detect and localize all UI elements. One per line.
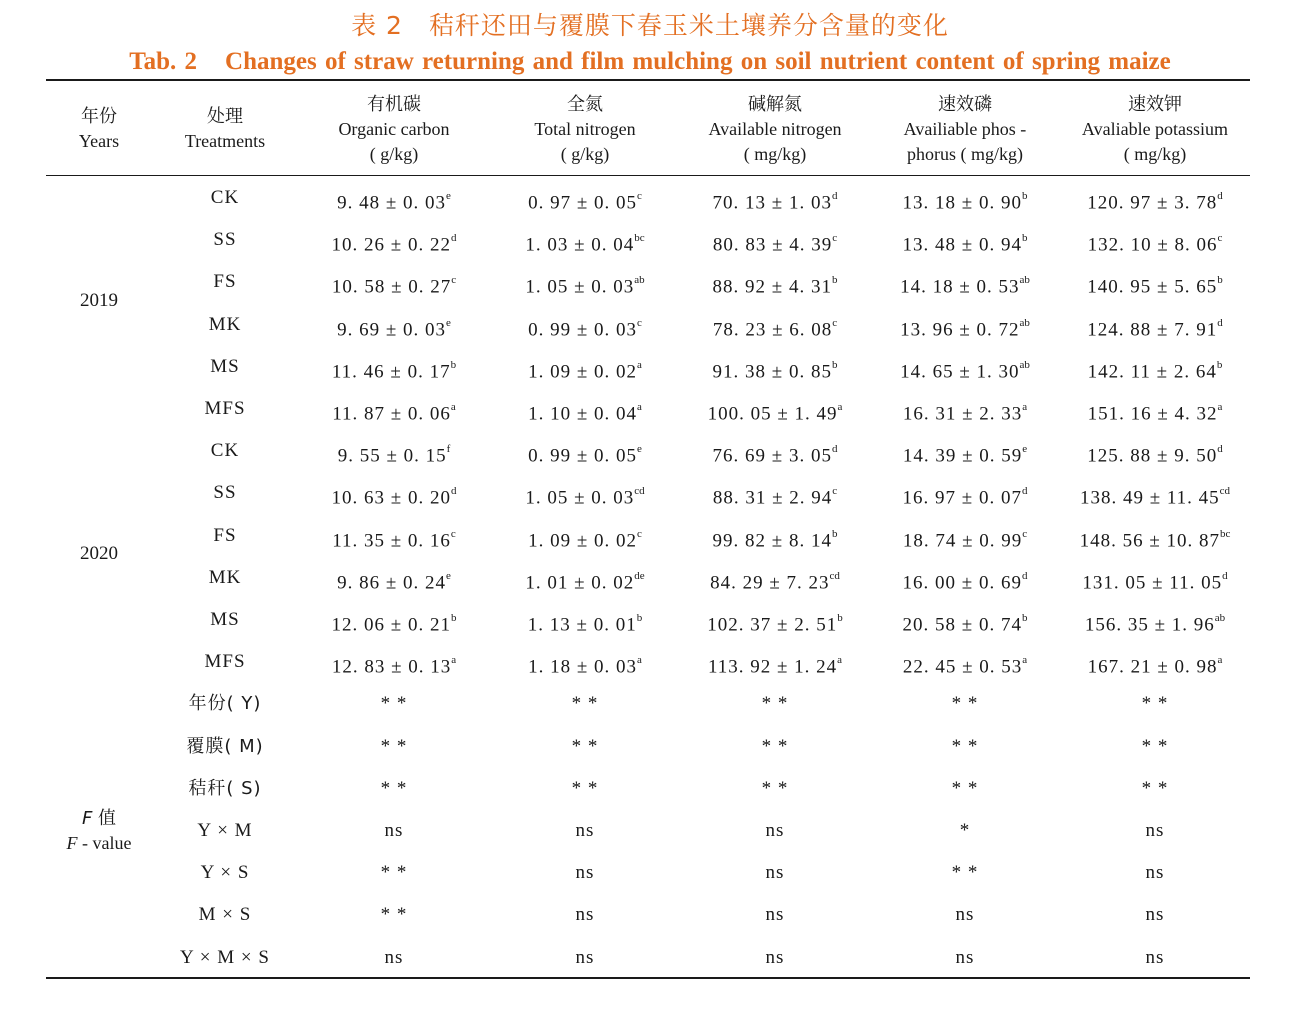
significance-letter: a [451, 654, 457, 666]
factor-cell: 覆膜( M) [186, 736, 264, 757]
mean-sd-value: 78. 23 ± 6. 08 [712, 319, 833, 341]
mean-sd-value: 1. 10 ± 0. 04 [528, 403, 638, 425]
f-italic: F [81, 808, 93, 829]
value-cell-tn [490, 650, 680, 679]
value-cell-tn [490, 481, 680, 510]
significance-letter: d [1217, 317, 1223, 329]
treatment-cell: MFS [204, 651, 246, 672]
mean-sd-value: 1. 09 ± 0. 02 [528, 530, 638, 552]
f-significance-cell: ns [384, 820, 404, 841]
value-cell-tn [490, 566, 680, 595]
treatment-cell: MS [210, 356, 240, 377]
f-significance-cell: ns [1145, 862, 1165, 883]
value-cell-oc [298, 608, 490, 637]
f-significance-cell: * * [380, 736, 408, 757]
header-an-cn: 碱解氮 [748, 94, 802, 115]
header-treatment [152, 104, 298, 154]
mean-sd-value: 14. 39 ± 0. 59 [902, 445, 1023, 467]
mean-sd-value: 91. 38 ± 0. 85 [712, 361, 832, 383]
treatment-cell: CK [210, 187, 240, 208]
value-cell-oc [298, 650, 490, 679]
value-cell-oc [298, 228, 490, 257]
header-treatment-cn: 处理 [207, 106, 243, 127]
mean-sd-value: 20. 58 ± 0. 74 [902, 614, 1022, 636]
value-cell-ak [1060, 186, 1250, 215]
header-year [46, 104, 152, 154]
header-tn-en: Total nitrogen [534, 119, 636, 139]
header-ak-en: Avaliable potassium [1081, 119, 1229, 139]
value-cell-tn [490, 313, 680, 342]
significance-letter: b [837, 612, 843, 624]
significance-letter: c [1217, 232, 1223, 244]
mean-sd-value: 0. 99 ± 0. 03 [528, 319, 638, 341]
value-cell-oc [298, 439, 490, 468]
significance-letter: c [832, 317, 838, 329]
table-bottom-rule [46, 977, 1250, 979]
significance-letter: b [831, 359, 838, 371]
f-significance-cell: ns [765, 904, 785, 925]
value-cell-tn [490, 270, 680, 299]
significance-letter: b [450, 359, 457, 371]
significance-letter: a [637, 359, 642, 371]
significance-letter: a [1217, 401, 1223, 413]
significance-letter: cd [634, 485, 645, 497]
header-tn-cn: 全氮 [567, 94, 603, 115]
mean-sd-value: 76. 69 ± 3. 05 [712, 445, 832, 467]
mean-sd-value: 132. 10 ± 8. 06 [1087, 234, 1218, 256]
treatment-cell: MK [208, 567, 242, 588]
significance-letter: a [837, 401, 843, 413]
significance-letter: d [450, 485, 457, 497]
significance-letter: b [831, 528, 838, 540]
f-value-label [46, 806, 152, 856]
mean-sd-value: 16. 97 ± 0. 07 [902, 487, 1022, 509]
f-significance-cell: * * [380, 778, 408, 799]
significance-letter: d [1222, 570, 1228, 582]
value-cell-oc [298, 313, 490, 342]
significance-letter: d [1021, 485, 1028, 497]
mean-sd-value: 9. 86 ± 0. 24 [337, 572, 447, 594]
mean-sd-value: 124. 88 ± 7. 91 [1087, 319, 1218, 341]
mean-sd-value: 70. 13 ± 1. 03 [712, 192, 832, 214]
treatment-cell: MFS [204, 398, 246, 419]
f-significance-cell: * * [571, 736, 599, 757]
mean-sd-value: 88. 92 ± 4. 31 [712, 276, 832, 298]
significance-letter: e [446, 190, 451, 202]
mean-sd-value: 120. 97 ± 3. 78 [1087, 192, 1218, 214]
header-ak-unit: ( mg/kg) [1123, 144, 1187, 164]
mean-sd-value: 9. 48 ± 0. 03 [337, 192, 447, 214]
mean-sd-value: 12. 83 ± 0. 13 [331, 656, 452, 678]
mean-sd-value: 13. 96 ± 0. 72 [900, 319, 1020, 341]
value-cell-tn [490, 228, 680, 257]
value-cell-ap [870, 397, 1060, 426]
mean-sd-value: 9. 69 ± 0. 03 [337, 319, 447, 341]
treatment-cell: CK [210, 440, 240, 461]
significance-letter: b [636, 612, 643, 624]
significance-letter: e [446, 317, 451, 329]
value-cell-ap [870, 439, 1060, 468]
header-ak-cn: 速效钾 [1128, 94, 1182, 115]
value-cell-tn [490, 397, 680, 426]
f-significance-cell: ns [765, 862, 785, 883]
mean-sd-value: 11. 35 ± 0. 16 [332, 530, 451, 552]
significance-letter: d [831, 443, 838, 455]
header-ap-en2: phorus ( mg/kg) [907, 144, 1023, 164]
mean-sd-value: 13. 48 ± 0. 94 [902, 234, 1022, 256]
value-cell-an [680, 608, 870, 637]
header-organic-carbon [298, 92, 490, 167]
table-number-en: Tab. 2 [129, 48, 198, 75]
value-cell-ak [1060, 650, 1250, 679]
value-cell-an [680, 524, 870, 553]
f-significance-cell: ns [575, 904, 595, 925]
f-significance-cell: * * [761, 736, 789, 757]
value-cell-ak [1060, 397, 1250, 426]
significance-letter: b [831, 274, 838, 286]
significance-letter: a [637, 401, 642, 413]
significance-letter: c [637, 528, 642, 540]
value-cell-ak [1060, 439, 1250, 468]
value-cell-oc [298, 186, 490, 215]
mean-sd-value: 100. 05 ± 1. 49 [707, 403, 838, 425]
mean-sd-value: 80. 83 ± 4. 39 [712, 234, 833, 256]
year-label-2019: 2019 [80, 290, 118, 311]
header-year-en: Years [78, 131, 120, 151]
table-title-chinese [0, 6, 1300, 42]
mean-sd-value: 138. 49 ± 11. 45 [1079, 487, 1220, 509]
value-cell-an [680, 186, 870, 215]
mean-sd-value: 18. 74 ± 0. 99 [902, 530, 1023, 552]
f-significance-cell: ns [955, 947, 975, 968]
f-significance-cell: * [959, 820, 971, 841]
factor-cell: 秸秆( S) [188, 778, 262, 799]
f-significance-cell: * * [951, 862, 979, 883]
header-tn-unit: ( g/kg) [560, 144, 610, 164]
value-cell-ak [1060, 566, 1250, 595]
value-cell-oc [298, 524, 490, 553]
significance-letter: c [637, 190, 642, 202]
significance-letter: c [451, 274, 457, 286]
significance-letter: a [637, 654, 642, 666]
value-cell-tn [490, 524, 680, 553]
f-significance-cell: * * [1141, 736, 1169, 757]
significance-letter: d [450, 232, 457, 244]
f-significance-cell: * * [380, 693, 408, 714]
header-available-potassium [1060, 92, 1250, 167]
treatment-cell: SS [213, 229, 237, 250]
mean-sd-value: 125. 88 ± 9. 50 [1087, 445, 1218, 467]
table-top-rule [46, 79, 1250, 81]
header-total-nitrogen [490, 92, 680, 167]
value-cell-tn [490, 439, 680, 468]
mean-sd-value: 11. 87 ± 0. 06 [332, 403, 451, 425]
significance-letter: ab [1019, 274, 1030, 286]
value-cell-ak [1060, 481, 1250, 510]
significance-letter: b [1217, 274, 1223, 286]
value-cell-ap [870, 650, 1060, 679]
mean-sd-value: 10. 58 ± 0. 27 [331, 276, 452, 298]
mean-sd-value: 1. 05 ± 0. 03 [525, 487, 635, 509]
significance-letter: c [450, 528, 456, 540]
mean-sd-value: 10. 63 ± 0. 20 [331, 487, 451, 509]
header-year-cn: 年份 [81, 106, 117, 127]
value-cell-oc [298, 355, 490, 384]
table-title-english [0, 48, 1300, 76]
mean-sd-value: 14. 65 ± 1. 30 [900, 361, 1020, 383]
value-cell-ak [1060, 355, 1250, 384]
mean-sd-value: 14. 18 ± 0. 53 [900, 276, 1020, 298]
header-oc-unit: ( g/kg) [369, 144, 419, 164]
treatment-cell: MS [210, 609, 240, 630]
value-cell-ap [870, 608, 1060, 637]
significance-letter: e [446, 570, 451, 582]
significance-letter: de [634, 570, 645, 582]
factor-cell: Y × M [197, 820, 253, 841]
factor-cell: 年份( Y) [188, 693, 262, 714]
factor-cell: Y × S [200, 862, 250, 883]
mean-sd-value: 167. 21 ± 0. 98 [1087, 656, 1218, 678]
table-header-rule [46, 175, 1250, 176]
f-significance-cell: * * [951, 736, 979, 757]
value-cell-ap [870, 481, 1060, 510]
f-significance-cell: ns [575, 862, 595, 883]
significance-letter: ab [1019, 359, 1030, 371]
significance-letter: d [831, 190, 838, 202]
value-cell-ap [870, 566, 1060, 595]
significance-letter: ab [634, 274, 645, 286]
mean-sd-value: 1. 03 ± 0. 04 [525, 234, 635, 256]
value-cell-ap [870, 355, 1060, 384]
value-cell-ap [870, 524, 1060, 553]
significance-letter: a [1217, 654, 1223, 666]
header-ap-cn: 速效磷 [938, 94, 992, 115]
value-cell-an [680, 228, 870, 257]
significance-letter: b [1021, 232, 1028, 244]
value-cell-tn [490, 186, 680, 215]
treatment-cell: SS [213, 482, 237, 503]
value-cell-ak [1060, 228, 1250, 257]
value-cell-an [680, 270, 870, 299]
value-cell-oc [298, 566, 490, 595]
f-significance-cell: * * [571, 778, 599, 799]
header-oc-cn: 有机碳 [367, 94, 421, 115]
mean-sd-value: 151. 16 ± 4. 32 [1087, 403, 1218, 425]
value-cell-oc [298, 397, 490, 426]
f-value-cn: 值 [92, 808, 117, 829]
mean-sd-value: 156. 35 ± 1. 96 [1084, 614, 1215, 636]
table-number-cn: 表 2 [351, 11, 403, 40]
treatment-cell: FS [213, 271, 237, 292]
mean-sd-value: 12. 06 ± 0. 21 [331, 614, 451, 636]
significance-letter: e [637, 443, 642, 455]
table-title-cn-text: 秸秆还田与覆膜下春玉米土壤养分含量的变化 [428, 11, 949, 40]
table-title-en-text: Changes of straw returning and film mulching on soil nutrient content of spring maize [225, 48, 1171, 75]
significance-letter: f [446, 443, 451, 455]
significance-letter: a [1022, 654, 1028, 666]
f-significance-cell: * * [380, 862, 408, 883]
f-italic-en: F [66, 833, 78, 853]
mean-sd-value: 0. 99 ± 0. 05 [528, 445, 638, 467]
value-cell-an [680, 397, 870, 426]
f-significance-cell: ns [765, 820, 785, 841]
mean-sd-value: 22. 45 ± 0. 53 [902, 656, 1023, 678]
significance-letter: c [832, 485, 838, 497]
significance-letter: b [1021, 190, 1028, 202]
significance-letter: bc [1220, 528, 1231, 540]
value-cell-ak [1060, 270, 1250, 299]
f-significance-cell: * * [761, 778, 789, 799]
mean-sd-value: 1. 01 ± 0. 02 [525, 572, 635, 594]
mean-sd-value: 131. 05 ± 11. 05 [1082, 572, 1223, 594]
mean-sd-value: 102. 37 ± 2. 51 [707, 614, 838, 636]
f-significance-cell: * * [1141, 693, 1169, 714]
value-cell-an [680, 439, 870, 468]
mean-sd-value: 113. 92 ± 1. 24 [707, 656, 838, 678]
f-significance-cell: * * [380, 904, 408, 925]
value-cell-ap [870, 313, 1060, 342]
header-ap-en1: Availiable phos - [903, 119, 1027, 139]
header-an-en: Available nitrogen [708, 119, 842, 139]
mean-sd-value: 1. 13 ± 0. 01 [527, 614, 637, 636]
header-available-phosphorus [870, 92, 1060, 167]
value-cell-an [680, 313, 870, 342]
value-cell-an [680, 566, 870, 595]
header-treatment-en: Treatments [184, 131, 266, 151]
f-significance-cell: * * [951, 778, 979, 799]
value-cell-ak [1060, 313, 1250, 342]
significance-letter: b [450, 612, 457, 624]
significance-letter: cd [1219, 485, 1231, 497]
significance-letter: d [1217, 443, 1223, 455]
f-significance-cell: * * [571, 693, 599, 714]
value-cell-ak [1060, 608, 1250, 637]
factor-cell: M × S [198, 904, 252, 925]
mean-sd-value: 1. 09 ± 0. 02 [528, 361, 638, 383]
significance-letter: ab [1214, 612, 1226, 624]
value-cell-oc [298, 481, 490, 510]
significance-letter: c [832, 232, 838, 244]
header-oc-en: Organic carbon [338, 119, 450, 139]
treatment-cell: MK [208, 314, 242, 335]
significance-letter: a [450, 401, 456, 413]
f-significance-cell: * * [1141, 778, 1169, 799]
mean-sd-value: 99. 82 ± 8. 14 [712, 530, 832, 552]
significance-letter: c [1022, 528, 1028, 540]
significance-letter: b [1216, 359, 1223, 371]
significance-letter: e [1022, 443, 1028, 455]
year-label-2020: 2020 [80, 543, 118, 564]
f-significance-cell: ns [575, 820, 595, 841]
treatment-cell: FS [213, 525, 237, 546]
mean-sd-value: 1. 05 ± 0. 03 [525, 276, 635, 298]
f-significance-cell: ns [1145, 947, 1165, 968]
f-significance-cell: * * [761, 693, 789, 714]
value-cell-ap [870, 270, 1060, 299]
mean-sd-value: 148. 56 ± 10. 87 [1079, 530, 1221, 552]
mean-sd-value: 0. 97 ± 0. 05 [528, 192, 638, 214]
mean-sd-value: 1. 18 ± 0. 03 [528, 656, 638, 678]
value-cell-tn [490, 608, 680, 637]
mean-sd-value: 84. 29 ± 7. 23 [710, 572, 830, 594]
mean-sd-value: 16. 00 ± 0. 69 [902, 572, 1022, 594]
significance-letter: a [837, 654, 843, 666]
value-cell-ak [1060, 524, 1250, 553]
significance-letter: d [1021, 570, 1028, 582]
mean-sd-value: 16. 31 ± 2. 33 [902, 403, 1023, 425]
f-significance-cell: ns [1145, 820, 1165, 841]
f-significance-cell: ns [765, 947, 785, 968]
mean-sd-value: 142. 11 ± 2. 64 [1087, 361, 1217, 383]
mean-sd-value: 140. 95 ± 5. 65 [1087, 276, 1218, 298]
f-value-en: - value [77, 833, 132, 853]
header-available-nitrogen [680, 92, 870, 167]
value-cell-an [680, 481, 870, 510]
header-an-unit: ( mg/kg) [743, 144, 807, 164]
mean-sd-value: 11. 46 ± 0. 17 [331, 361, 451, 383]
significance-letter: b [1021, 612, 1028, 624]
significance-letter: ab [1019, 317, 1030, 329]
factor-cell: Y × M × S [180, 947, 270, 968]
significance-letter: cd [829, 570, 840, 582]
value-cell-an [680, 650, 870, 679]
mean-sd-value: 13. 18 ± 0. 90 [902, 192, 1022, 214]
significance-letter: bc [634, 232, 645, 244]
f-significance-cell: ns [1145, 904, 1165, 925]
value-cell-oc [298, 270, 490, 299]
value-cell-ap [870, 186, 1060, 215]
value-cell-ap [870, 228, 1060, 257]
significance-letter: c [637, 317, 642, 329]
f-significance-cell: ns [575, 947, 595, 968]
significance-letter: a [1022, 401, 1028, 413]
mean-sd-value: 88. 31 ± 2. 94 [712, 487, 833, 509]
mean-sd-value: 9. 55 ± 0. 15 [337, 445, 447, 467]
value-cell-an [680, 355, 870, 384]
significance-letter: d [1217, 190, 1223, 202]
value-cell-tn [490, 355, 680, 384]
f-significance-cell: ns [384, 947, 404, 968]
f-significance-cell: * * [951, 693, 979, 714]
mean-sd-value: 10. 26 ± 0. 22 [331, 234, 451, 256]
f-significance-cell: ns [955, 904, 975, 925]
